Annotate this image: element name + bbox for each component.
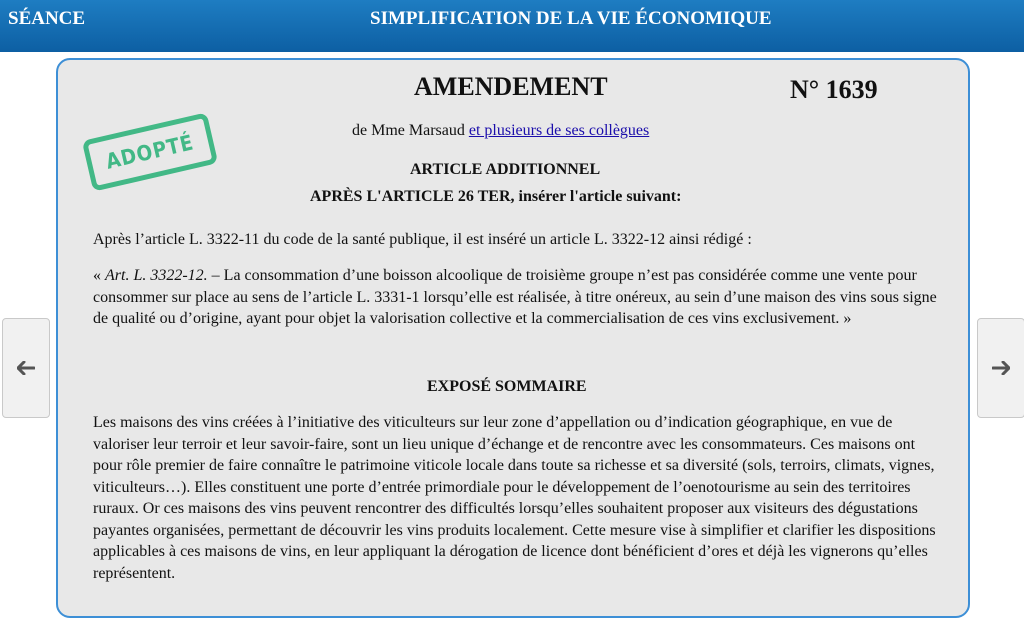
quote-article-ref: Art. L. 3322-12. <box>105 267 208 284</box>
previous-button[interactable] <box>2 318 50 418</box>
amendment-quote <box>93 265 938 330</box>
quote-open: « <box>93 267 105 284</box>
quote-body: – La consommation d’une boisson alcoolique de troisième groupe n’est pas considérée comme une vente pour consommer sur place au sens de l’article L. 3331-1 lorsqu’elle est réalisée, à titre onéreux, au sein d’une maison des vins sous signe de qualité ou d’origine, ayant pour objet la valorisation collective et la commercialisation de ces vins exclusivement. » <box>93 267 937 327</box>
amendment-number: N° 1639 <box>790 75 878 104</box>
arrow-right-icon <box>992 361 1010 375</box>
article-heading: ARTICLE ADDITIONNEL <box>410 161 601 178</box>
stamp-label: ADOPTÉ <box>103 130 197 174</box>
amendment-intro: Après l’article L. 3322-11 du code de la santé publique, il est inséré un article L. 3322-12 ainsi rédigé : <box>93 231 752 248</box>
top-header-bar <box>0 0 1024 52</box>
amendment-author <box>352 122 649 140</box>
next-button[interactable] <box>977 318 1024 418</box>
seance-label: SÉANCE <box>8 8 86 29</box>
page-title: SIMPLIFICATION DE LA VIE ÉCONOMIQUE <box>370 8 772 29</box>
amendment-title: AMENDEMENT <box>414 72 608 101</box>
arrow-left-icon <box>17 361 35 375</box>
expose-heading: EXPOSÉ SOMMAIRE <box>427 378 587 395</box>
cosigners-link[interactable]: et plusieurs de ses collègues <box>468 122 650 139</box>
expose-text: Les maisons des vins créées à l’initiative des viticulteurs sur leur zone d’appellation ou d’indication géographique, en vue de valoriser leur terroir et leur savoir-faire, sont un lieu unique d’échange et de rencontre avec les consommateurs. Ces maisons ont pour rôle premier de faire connaître le patrimoine viticole locale dans toute sa richesse et sa diversité (sols, terroirs, climats, vignes, viticulteurs…). Elles constituent une porte d’entrée primordiale pour le développement de l’oenotourisme au sein des territoires ruraux. Or ces maisons des vins peuvent rencontrer des difficultés lorsqu’elles souhaitent proposer aux visiteurs des dégustations payantes organisées, permettant de découvrir les vins produits localement. Cette mesure vise à simplifier et clarifier les dispositions applicables à ces maisons de vins, en leur appliquant la dérogation de licence dont bénéficient d’ores et déjà les vignerons qu’elles représentent. <box>93 414 936 582</box>
article-subheading: APRÈS L'ARTICLE 26 TER, insérer l'article suivant: <box>310 188 682 205</box>
author-name: de Mme Marsaud <box>352 122 469 139</box>
